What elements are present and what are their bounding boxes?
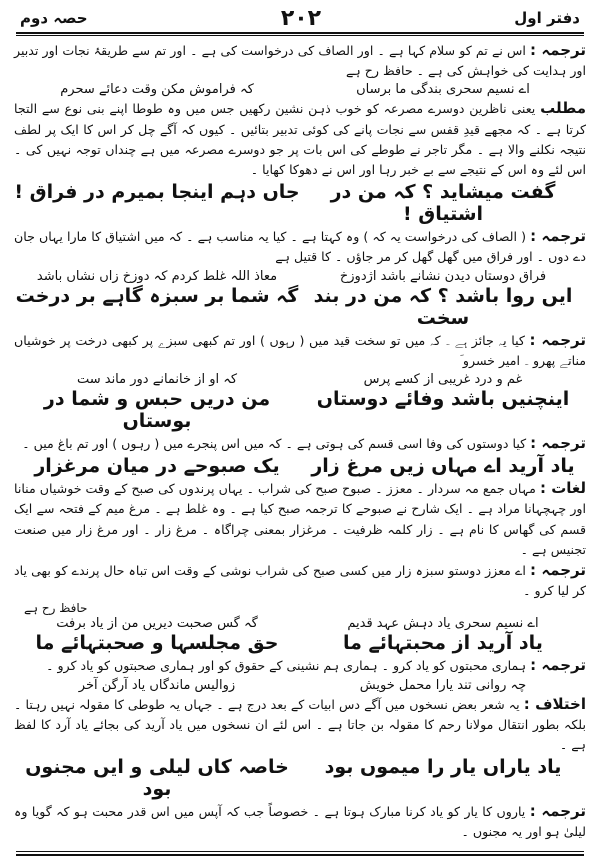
paragraph-label: ترجمہ : — [529, 802, 586, 821]
paragraph — [14, 98, 586, 180]
hemistich: زوالیس ماندگاں یاد آرگن آخر — [78, 677, 236, 693]
hemistich: گفت میشاید ؟ کہ من در اشتیاق ! — [330, 181, 556, 226]
hemistich: غم و درد غریبی از کسے پرس — [363, 372, 523, 388]
verse-line — [14, 756, 586, 800]
hemistich: گہ گس صحبت دیریں من از یاد برفت — [56, 616, 258, 632]
hemistich: اے نسیم سحری یاد دہش عہد قدیم — [347, 616, 539, 632]
verse-line — [14, 285, 586, 329]
paragraph-text: یاروں کا یار کو یاد کرنا مبارک ہوتا ہے ۔ خصوصاً جب کہ آپس میں اس قدر محبت ہو کہ گویا وہ لیلیٰ ہو اور یہ مجنوں ۔ — [14, 804, 586, 840]
hemistich: اے نسیم سحری بندگی ما برساں — [356, 82, 530, 98]
verse-line — [14, 616, 586, 631]
verse-line — [14, 455, 586, 477]
paragraph — [14, 801, 586, 842]
paragraph-label: ترجمہ : — [530, 41, 586, 59]
verse-line — [14, 181, 586, 225]
hemistich: یاد آرید اے مہاں زیں مرغ زار — [311, 455, 575, 478]
paragraph-label: مطلب — [540, 99, 586, 118]
page-number: ۲۰۲ — [280, 5, 322, 31]
paragraph-text: اے معزز دوستو سبزہ زار میں کسی صبح کی شراب نوشی کے وقت اس تباہ حال پرندے کو بھی یاد کر لیا کرو ۔ — [14, 563, 586, 599]
verse-line — [14, 269, 586, 284]
hemistich: یاد یاراں یار را میموں بود — [324, 756, 562, 779]
verse-line — [14, 388, 586, 432]
paragraph — [14, 330, 586, 371]
paragraph — [14, 560, 586, 601]
paragraph — [14, 226, 586, 267]
paragraph-label: ترجمہ : — [530, 656, 586, 675]
header-book: دفتر اول — [514, 9, 580, 27]
hemistich: گہ شما بر سبزہ گاہے بر درخت — [15, 284, 299, 307]
paragraph — [14, 40, 586, 81]
hemistich: کہ فراموش مکن وقت دعائے سحرم — [60, 82, 254, 98]
hemistich: فراق دوستاں دیدن نشانے باشد اژدوزخ — [339, 268, 547, 284]
verse-line — [14, 632, 586, 654]
hemistich: کہ او از خانمانے دور ماند ست — [76, 372, 238, 388]
paragraph — [14, 694, 586, 756]
paragraph-label: لغات : — [539, 479, 586, 498]
paragraph — [14, 655, 586, 676]
paragraph-label: ترجمہ : — [530, 227, 586, 246]
header-part: حصہ دوم — [20, 9, 88, 27]
paragraph-text: کیا دوستوں کی وفا اسی قسم کی ہوتی ہے ۔ کہ میں اس پنجرے میں ( رہوں ) اور تم باغ میں ۔ — [22, 436, 527, 452]
paragraph-text: یعنی ناظرین دوسرے مصرعہ کو خوب ذہن نشین رکھیں جس میں وہ طوطا اپنے بنی نوع سے التجا کرتا ہے ۔ کہ مجھے قیدِ قفس سے نجات پانے کی کوئی تدبیر بتائیں ۔ کیوں کہ آگے چل کر اس کا ایک پر لطف نتیجہ نکلنے والا ہے ۔ مگر تاجر نے طوطے کی اس بات پر جو دوسرے مصرعہ میں ہے چنداں توجہ نہیں کی ۔ اس لئے وہ اس کے نتیجے سے بے خبر رہا اور اس نے دھوکا کھایا ۔ — [14, 101, 586, 178]
paragraph-text: مہاں جمع مہ سردار ۔ معزز ۔ صبوح صبح کی شراب ۔ یہاں پرندوں کی صبح کے وقت خوشیاں منانا اور چہچہانا مراد ہے ۔ ایک شارح نے صبوحے کا ترجمہ صبح کیا ہے ۔ وہ غلط ہے ۔ مرغ میم کے فتحہ سے ایک قسم کی گھاس کا نام ہے ۔ زار کلمہ ظرفیت ۔ مرغزار بمعنی چراگاہ ۔ مرغ زار ۔ اور مرغ زار میں صنعت تجنیس ہے ۔ — [14, 481, 586, 557]
footer-rule — [16, 854, 584, 856]
hemistich: اینچنیں باشد وفائے دوستاں — [316, 388, 570, 411]
hemistich: یک صبوحے در میان مرغزار — [34, 455, 280, 478]
paragraph-label: اختلاف : — [523, 694, 586, 713]
hemistich: خاصہ کاں لیلی و ایں مجنوں بود — [25, 756, 289, 801]
page-body — [14, 40, 586, 843]
verse-attribution: حافظ رح ہے — [24, 601, 88, 616]
verse-line — [14, 82, 586, 97]
paragraph-text: ( الصاف کی درخواست یہ کہ ) وہ کہتا ہے ۔ کیا یہ مناسب ہے ۔ کہ میں اشتیاق کا مارا یہاں جان دے دوں ۔ اور فراق میں گھل گھل کر مر جاؤں ۔ کا قتیل ہے — [14, 229, 586, 265]
paragraph — [14, 433, 586, 454]
verse-line — [14, 678, 586, 693]
footer-rule-thin — [16, 851, 584, 852]
verse-line — [14, 372, 586, 387]
header-rule — [16, 32, 584, 34]
paragraph-text: یہ شعر بعض نسخوں میں آگے دس ابیات کے بعد درج ہے ۔ جہاں یہ طوطی کا مقولہ نہیں رہتا ۔ بلکہ بطور انتقال مولانا رحم کا مقولہ بن جاتا ہے ۔ اس لئے ان نسخوں میں یاد آرید کی بجائے یاد آرد کا لفظ ہے ۔ — [14, 696, 586, 753]
hemistich: جاں دہم اینجا بمیرم در فراق ! — [14, 181, 300, 204]
page-header — [20, 4, 580, 32]
paragraph-text: اس نے تم کو سلام کہا ہے ۔ اور الصاف کی درخواست کی ہے ۔ اور تم سے طریقۂ نجات اور تدبیر اور ہدایت کی خواہش کی ہے ۔ حافظ رح ہے — [14, 43, 586, 79]
header-rule-thin — [16, 35, 584, 36]
hemistich: من دریں حبس و شما در بوستاں — [43, 388, 271, 433]
paragraph — [14, 478, 586, 560]
paragraph-text: ہماری محبتوں کو یاد کرو ۔ ہماری ہم نشینی کے حقوق کو اور ہماری صحبتوں کو یاد کرو ۔ — [46, 658, 527, 674]
hemistich: چہ روانی تند یارا محمل خویش — [359, 677, 527, 693]
hemistich: حق مجلسہا و صحبتہائے ما — [35, 632, 279, 655]
paragraph-label: ترجمہ : — [529, 330, 586, 349]
hemistich: ایں روا باشد ؟ کہ من در بند سخت — [313, 284, 573, 329]
paragraph-text: کیا یہ جائز ہے ۔ کہ میں تو سخت قید میں ( رہوں ) اور تم کبھی سبزے پر کبھی درخت پر خوشیاں مناتے پھرو ۔ امیر خسرو ؔ — [14, 332, 586, 368]
hemistich: یاد آرید از محبتہائے ما — [343, 632, 543, 655]
paragraph-label: ترجمہ : — [530, 434, 586, 453]
paragraph-label: ترجمہ : — [530, 561, 586, 580]
hemistich: معاذ اللہ غلط کردم کہ دوزخ زاں نشاں باشد — [36, 268, 278, 284]
